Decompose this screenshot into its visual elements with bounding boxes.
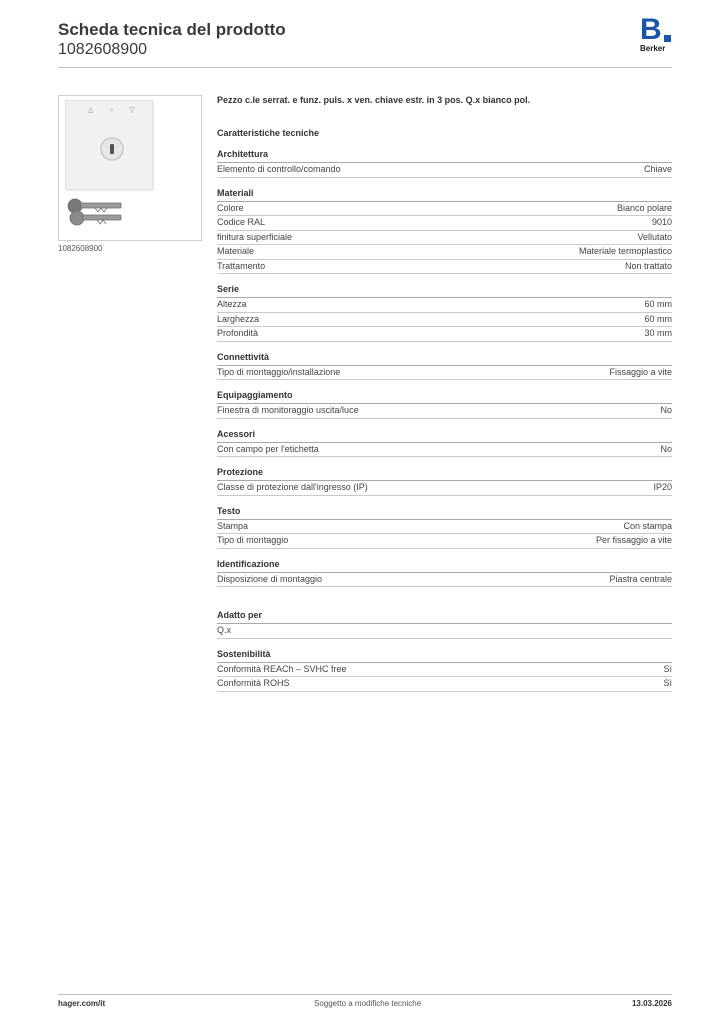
spec-content: [217, 93, 672, 692]
spec-section: [217, 649, 672, 692]
spec-label: Stampa: [217, 520, 249, 531]
section-heading: Serie: [217, 284, 672, 298]
spec-value: No: [660, 443, 672, 454]
spec-section: [217, 188, 672, 275]
spec-row: [217, 313, 672, 328]
spec-row: [217, 298, 672, 313]
spec-section: [217, 149, 672, 178]
section-heading: Identificazione: [217, 559, 672, 573]
spec-row: [217, 443, 672, 458]
spec-value: Fissaggio a vite: [609, 366, 672, 377]
logo-dot: [664, 35, 671, 42]
spec-value: Sì: [663, 663, 672, 674]
spec-row: [217, 520, 672, 535]
spec-label: Codice RAL: [217, 217, 266, 227]
spec-section: [217, 390, 672, 419]
spec-row: [217, 573, 672, 588]
spec-row: [217, 404, 672, 419]
spec-section: [217, 506, 672, 549]
spec-row: [217, 534, 672, 549]
section-heading: Materiali: [217, 188, 672, 202]
section-heading: Acessori: [217, 429, 672, 443]
spec-value: IP20: [653, 482, 672, 492]
spec-section: [217, 284, 672, 342]
section-heading: Equipaggiamento: [217, 390, 672, 404]
spec-row: [217, 260, 672, 275]
spec-row: [217, 202, 672, 217]
spec-label: Classe di protezione dall'ingresso (IP): [217, 482, 368, 492]
spec-row: [217, 231, 672, 246]
spec-value: Sì: [663, 678, 672, 688]
spec-value: 30 mm: [644, 328, 672, 338]
spec-value: 60 mm: [644, 299, 672, 309]
spec-label: finitura superficiale: [217, 231, 293, 242]
key-slot: [110, 144, 114, 154]
footer-date: 13.03.2026: [631, 999, 672, 1008]
berker-logo: [640, 13, 674, 54]
plate-symbols: △ ○ ▽: [88, 107, 142, 114]
page-footer: [58, 994, 672, 1011]
spec-label: Q.x: [217, 625, 232, 635]
spec-row: [217, 663, 672, 678]
spec-label: Conformità ROHS: [217, 678, 290, 688]
keys-icon: [65, 192, 127, 232]
spec-label: Materiale: [217, 246, 255, 256]
section-heading: Architettura: [217, 149, 672, 163]
spec-row: [217, 366, 672, 381]
product-title: Pezzo c.le serrat. e funz. puls. x ven. chiave estr. in 3 pos. Q.x bianco pol.: [217, 95, 531, 105]
document-header: [58, 20, 286, 60]
spec-value: Vellutato: [637, 231, 672, 242]
spec-section: [217, 467, 672, 496]
spec-label: Tipo di montaggio: [217, 535, 289, 545]
spec-value: Bianco polare: [616, 202, 672, 213]
product-code: 1082608900: [58, 41, 147, 58]
logo-brand: Berker: [640, 44, 666, 53]
logo-letter: B: [640, 13, 662, 46]
spec-label: Elemento di controllo/comando: [217, 164, 341, 174]
spec-row: [217, 481, 672, 496]
spec-row: [217, 163, 672, 178]
spec-value: 9010: [651, 217, 672, 227]
spec-value: Piastra centrale: [609, 573, 672, 584]
spec-value: Con stampa: [623, 520, 672, 531]
spec-value: Non trattato: [624, 260, 672, 271]
spec-label: Colore: [217, 202, 244, 213]
spec-row: [217, 245, 672, 260]
spec-label: Altezza: [217, 299, 247, 309]
spec-label: Profondità: [217, 328, 259, 338]
spec-value: Chiave: [643, 164, 672, 174]
image-caption: 1082608900: [58, 244, 103, 253]
spec-value: No: [660, 405, 672, 415]
spec-value: Materiale termoplastico: [578, 246, 672, 256]
spec-row: [217, 327, 672, 342]
spec-label: Larghezza: [217, 313, 260, 324]
spec-label: Tipo di montaggio/installazione: [217, 366, 341, 377]
product-image: [58, 95, 202, 241]
section-heading: Testo: [217, 506, 672, 520]
spec-row: [217, 677, 672, 692]
specs-subtitle: Caratteristiche tecniche: [217, 128, 320, 138]
spec-section: [217, 352, 672, 381]
spec-row: [217, 624, 672, 639]
spec-label: Trattamento: [217, 260, 266, 271]
section-heading: Protezione: [217, 467, 672, 481]
spec-section: [217, 610, 672, 639]
page-title: Scheda tecnica del prodotto: [58, 20, 286, 39]
spec-row: [217, 216, 672, 231]
spec-value: 60 mm: [644, 313, 672, 324]
section-heading: Connettività: [217, 352, 672, 366]
spec-label: Disposizione di montaggio: [217, 573, 323, 584]
footer-note: Soggetto a modifiche tecniche: [314, 999, 422, 1008]
spec-sections: [217, 149, 672, 692]
spec-section: [217, 429, 672, 458]
spec-label: Conformità REACh – SVHC free: [217, 663, 347, 674]
lock-cylinder-icon: [100, 137, 124, 161]
spec-label: Con campo per l'etichetta: [217, 443, 319, 454]
spec-label: Finestra di monitoraggio uscita/luce: [217, 405, 359, 415]
section-heading: Sostenibilità: [217, 649, 672, 663]
key-switch-plate: [65, 100, 153, 190]
section-heading: Adatto per: [217, 610, 672, 624]
spec-value: Per fissaggio a vite: [595, 535, 672, 545]
header-divider: [58, 67, 672, 68]
spec-section: [217, 559, 672, 588]
footer-website: hager.com/it: [58, 999, 106, 1008]
